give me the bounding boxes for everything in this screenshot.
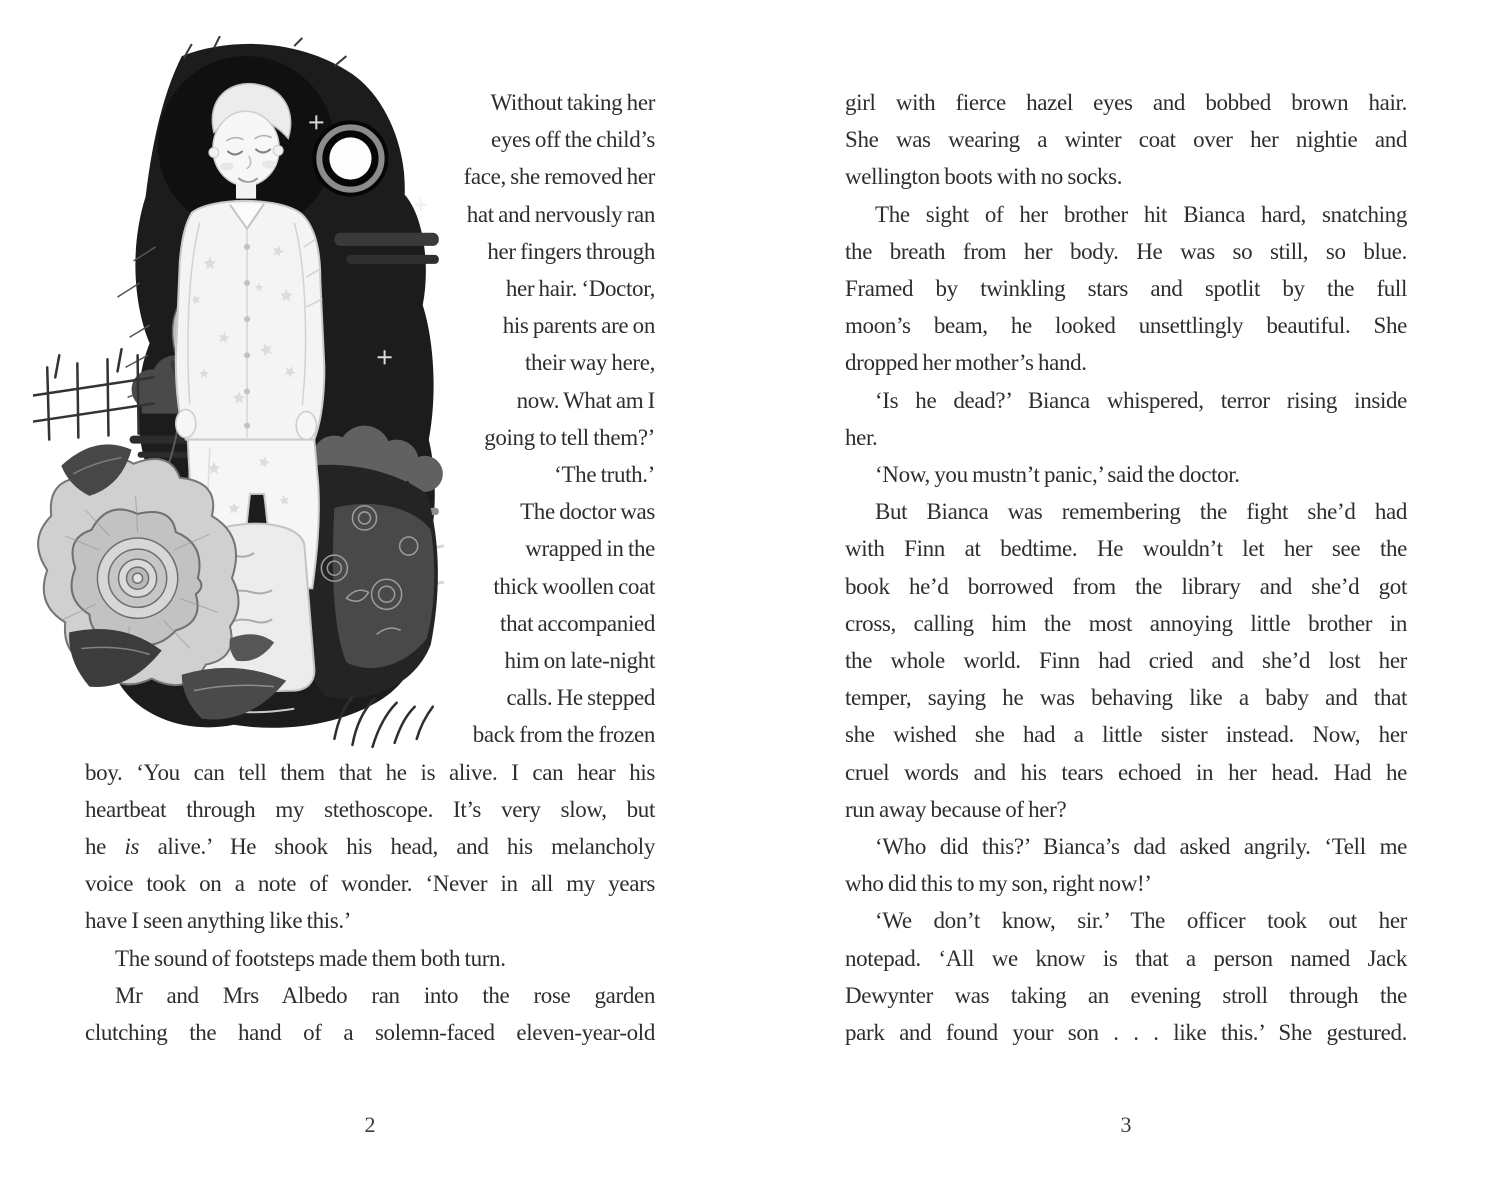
left-page-text [85,84,655,1051]
text-line: his parents are on [502,313,655,339]
text-line: face, she removed her [463,164,655,190]
text-line: The sound of footsteps made them both turn. [115,945,506,971]
text-line: temper, saying he was behaving like a baby and that [845,685,1407,711]
text-line: their way here, [524,350,655,376]
text-line: with Finn at bedtime. He wouldn’t let her see the [845,536,1407,562]
text-line: boy. ‘You can tell them that he is alive. I can hear his [85,759,655,785]
text-line: Mr and Mrs Albedo ran into the rose garden [115,982,655,1008]
text-line: going to tell them?’ [484,424,655,450]
text-line: cross, calling him the most annoying little brother in [845,610,1407,636]
text-line: Framed by twinkling stars and spotlit by the full [845,276,1407,302]
text-line: calls. He stepped [506,685,655,711]
text-line: wrapped in the [525,536,655,562]
page-number-right: 3 [1120,1112,1132,1137]
text-line: book he’d borrowed from the library and she’d got [845,573,1407,599]
text-line: her. [845,424,878,450]
text-line: She was wearing a winter coat over her nightie and [845,127,1407,153]
text-line: that accompanied [500,610,655,636]
text-line: the whole world. Finn had cried and she’d lost her [845,648,1407,674]
right-page-text [845,84,1407,1051]
text-line: ‘Now, you mustn’t panic,’ said the doctor. [875,462,1240,488]
text-line: her fingers through [487,238,655,264]
text-line: The sight of her brother hit Bianca hard, snatching [875,201,1407,227]
text-line: heartbeat through my stethoscope. It’s very slow, but [85,796,655,822]
text-line: eyes off the child’s [491,127,655,153]
text-line: wellington boots with no socks. [845,164,1123,190]
text-line: The doctor was [520,499,655,525]
text-line: her hair. ‘Doctor, [505,276,655,302]
text-segment: he [85,834,125,860]
text-line: clutching the hand of a solemn-faced eleven-year-old [85,1020,655,1046]
text-line: ‘Who did this?’ Bianca’s dad asked angrily. ‘Tell me [875,834,1407,860]
text-line: dropped her mother’s hand. [845,350,1087,376]
page-number-left: 2 [364,1112,376,1137]
text-line: now. What am I [516,387,655,413]
text-line-with-italic [85,828,655,865]
text-line: hat and nervously ran [466,201,655,227]
text-segment: alive.’ He shook his head, and his melancholy [139,834,655,860]
text-line: she wished she had a little sister instead. Now, her [845,722,1407,748]
text-line: ‘Is he dead?’ Bianca whispered, terror rising inside [875,387,1407,413]
text-line: Without taking her [490,90,655,115]
text-line: have I seen anything like this.’ [85,908,352,934]
text-line: ‘We don’t know, sir.’ The officer took out her [875,908,1407,934]
text-line: cruel words and his tears echoed in her head. Had he [845,759,1407,785]
text-line: run away because of her? [845,796,1067,822]
text-line: Dewynter was taking an evening stroll through the [845,982,1407,1008]
text-line: But Bianca was remembering the fight she’d had [875,499,1407,525]
text-line: the breath from her body. He was so still, so blue. [845,238,1407,264]
text-line: notepad. ‘All we know is that a person named Jack [845,945,1407,971]
text-line: thick woollen coat [493,573,655,599]
text-line: ‘The truth.’ [554,462,655,488]
text-line: voice took on a note of wonder. ‘Never in all my years [85,871,655,897]
text-line: back from the frozen [472,722,655,748]
italic-word: is [124,834,140,860]
text-line: girl with fierce hazel eyes and bobbed brown hair. [845,90,1407,115]
text-line: park and found your son . . . like this.’ She gestured. [845,1020,1407,1046]
text-line: him on late-night [504,648,655,674]
text-line: who did this to my son, right now!’ [845,871,1152,897]
text-line: moon’s beam, he looked unsettlingly beautiful. She [845,313,1407,339]
